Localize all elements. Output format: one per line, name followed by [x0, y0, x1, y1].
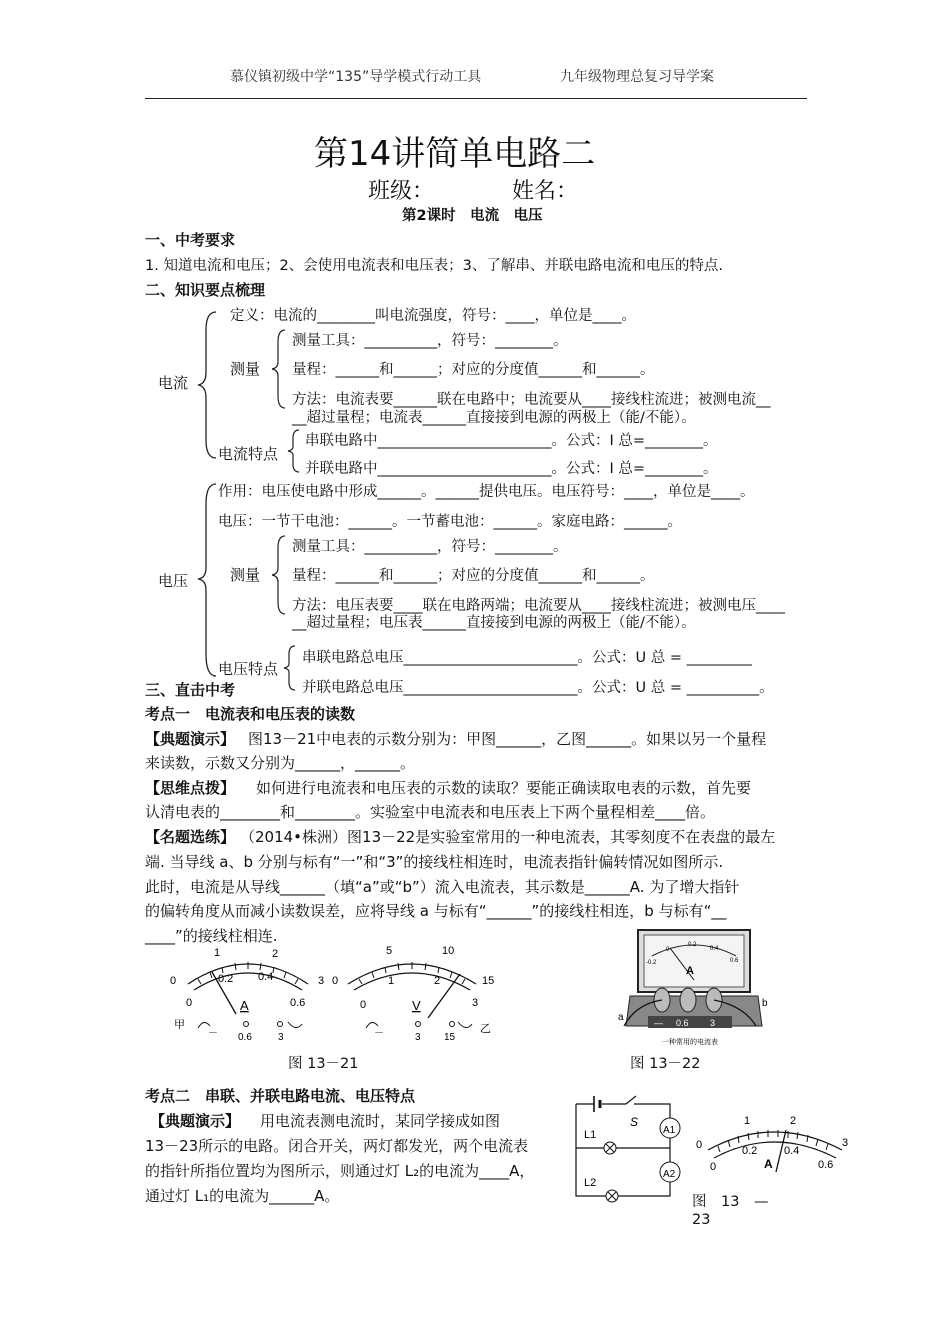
kp2-demo-line-3: 的指针所指位置均为图所示，则通过灯 L₂的电流为____A， — [145, 1162, 535, 1180]
current-method-1: 方法：电流表要______联在电路中；电流要从____接线柱流进；被测电流__ — [292, 392, 771, 408]
ammeter-term-3: 3 — [278, 1032, 284, 1042]
voltmeter-top-5: 5 — [386, 945, 393, 957]
ammeter-scale-arc-inner — [194, 973, 302, 990]
voltmeter-term-minus: － — [374, 1028, 384, 1039]
kp1-select-line-5: ____”的接线柱相连. — [145, 927, 278, 945]
current-label: 电流 — [158, 374, 189, 392]
ammeter-photo-panel-minus: — — [654, 1018, 663, 1028]
voltmeter-terminal-3 — [416, 1022, 421, 1027]
ammeter-photo-label-a: a — [618, 1012, 624, 1023]
meter-bottom-04: 0.4 — [784, 1145, 800, 1157]
class-label: 班级： — [368, 179, 435, 204]
voltage-brace — [196, 482, 220, 678]
section-heading-1: 一、中考要求 — [145, 231, 236, 249]
voltmeter-bottom-2: 2 — [434, 975, 441, 987]
ammeter-tag: 甲 — [174, 1019, 185, 1031]
ammeter-photo-scale-2: 0.2 — [688, 942, 697, 948]
ammeter-wire-right — [288, 1022, 302, 1028]
figure-13-23-meter — [694, 1110, 854, 1174]
ammeter-top-1: 1 — [214, 947, 221, 959]
meter-top-2: 2 — [790, 1115, 797, 1127]
ammeter-top-0: 0 — [170, 975, 177, 987]
current-range: 量程：______和______；对应的分度值______和______。 — [292, 362, 655, 378]
voltage-range: 量程：______和______；对应的分度值______和______。 — [292, 568, 655, 584]
voltmeter-letter: V — [412, 998, 421, 1013]
switch-label: S — [630, 1115, 639, 1129]
section-heading-3: 三、直击中考 — [145, 681, 236, 699]
lamp-l2-label: L2 — [584, 1177, 597, 1189]
current-series: 串联电路中________________________。公式：I 总=________。 — [305, 433, 718, 449]
meter-top-1: 1 — [744, 1115, 751, 1127]
figure-13-21 — [160, 942, 500, 1042]
meter-zero-top: 0 — [696, 1139, 703, 1151]
kp1-select-line-4: 的偏转角度从而减小读数误差，应将导线 a 与标有“______”的接线柱相连，b 与标有“__ — [145, 902, 727, 920]
voltmeter-term-15: 15 — [444, 1032, 456, 1042]
kp2-demo-line-4: 通过灯 L₁的电流为______A。 — [145, 1187, 340, 1205]
voltmeter-bottom-1: 1 — [388, 975, 395, 987]
meter-arc-inner — [714, 1142, 836, 1158]
ammeter-top-2: 2 — [272, 948, 279, 960]
voltmeter-wire-right — [458, 1022, 472, 1028]
voltage-measure-brace — [270, 534, 288, 616]
ammeter-photo-scale-3: 0.4 — [710, 946, 719, 952]
kp1-select-tag: 【名题选练】 — [145, 828, 236, 846]
kp1-demo-line-2: 来读数，示数又分别为______，______。 — [145, 754, 416, 772]
current-brace — [196, 310, 220, 460]
ammeter-term-06: 0.6 — [238, 1032, 252, 1042]
meter-letter: A — [764, 1157, 773, 1171]
lesson-title: 第2课时 电流 电压 — [402, 208, 543, 224]
voltmeter-scale-arc-inner — [354, 973, 470, 990]
voltmeter-top-0: 0 — [332, 975, 339, 987]
current-feature-brace — [286, 428, 302, 474]
figure-13-22 — [616, 926, 772, 1052]
header-right: 九年级物理总复习导学案 — [560, 69, 714, 85]
voltage-tool: 测量工具：__________，符号：________。 — [292, 539, 568, 555]
page-title: 第14讲简单电路二 — [314, 134, 596, 174]
kp1-select-line-3: 此时，电流是从导线______（填“a”或“b”）流入电流表，其示数是______A. 为了增大指针 — [145, 878, 740, 896]
ammeter-a1-label: A1 — [663, 1125, 676, 1136]
ammeter-a2-label: A2 — [663, 1169, 676, 1180]
voltage-method-1: 方法：电压表要____联在电路两端；电流要从____接线柱流进；被测电压____ — [292, 598, 785, 614]
ammeter-terminal-3 — [278, 1022, 283, 1027]
lamp-l1-label: L1 — [584, 1129, 597, 1141]
voltmeter-terminal-15 — [450, 1022, 455, 1027]
current-measure-label: 测量 — [230, 360, 261, 378]
ammeter-letter: A — [240, 998, 249, 1013]
figure-13-23-circuit — [566, 1092, 696, 1212]
kp1-think-line-1: 如何进行电流表和电压表的示数的读取？要能正确读取电表的示数，首先要 — [256, 779, 752, 797]
kp1-think-tag: 【思维点拨】 — [145, 779, 236, 797]
ammeter-photo-scale-0: -0.2 — [646, 960, 657, 966]
kp1-demo-line-1: 图13－21中电表的示数分别为：甲图______，乙图______。如果以另一个量程 — [248, 730, 767, 748]
ammeter-top-3: 3 — [318, 975, 325, 987]
header-left: 慕仪镇初级中学“135”导学模式行动工具 — [230, 69, 482, 85]
voltage-values: 电压：一节干电池：______。一节蓄电池：______。家庭电路：______。 — [218, 514, 682, 530]
voltage-effect: 作用：电压使电路中形成______。______提供电压。电压符号：____，单位是____。 — [218, 484, 755, 500]
voltmeter-tag: 乙 — [480, 1023, 491, 1035]
kp2-demo-line-1: 用电流表测电流时，某同学接成如图 — [260, 1112, 501, 1130]
ammeter-bottom-3: 0.6 — [290, 997, 306, 1009]
voltage-measure-label: 测量 — [230, 566, 261, 584]
meter-bottom-0: 0 — [710, 1161, 717, 1173]
voltmeter-needle — [428, 974, 460, 1018]
voltage-feature-brace — [282, 644, 298, 692]
ammeter-photo-knob-2 — [680, 988, 696, 1012]
current-method-2: __超过量程；电流表______直接接到电源的两极上（能/不能）。 — [292, 410, 696, 426]
kp1-title: 考点一 电流表和电压表的读数 — [145, 705, 356, 723]
figure-13-22-caption: 图 13－22 — [630, 1056, 701, 1072]
voltmeter-bottom-0: 0 — [360, 999, 367, 1011]
kp1-select-line-1: （2014•株洲）图13－22是实验室常用的一种电流表，其零刻度不在表盘的最左 — [240, 828, 776, 846]
kp2-demo-line-2: 13－23所示的电路。闭合开关，两灯都发光，两个电流表 — [145, 1137, 529, 1155]
voltage-label: 电压 — [158, 572, 189, 590]
meter-bottom-02: 0.2 — [742, 1145, 758, 1157]
requirement-text: 1. 知道电流和电压；2、会使用电流表和电压表；3、了解串、并联电路电流和电压的特点. — [145, 258, 723, 274]
ammeter-bottom-0: 0 — [186, 997, 193, 1009]
ammeter-photo-scale-4: 0.6 — [730, 958, 739, 964]
voltage-method-2: __超过量程；电压表______直接接到电源的两极上（能/不能）。 — [292, 615, 696, 631]
meter-bottom-06: 0.6 — [818, 1159, 834, 1171]
section-heading-2: 二、知识要点梳理 — [145, 281, 266, 299]
voltmeter-bottom-3: 3 — [472, 997, 479, 1009]
voltmeter-top-10: 10 — [442, 945, 455, 957]
ammeter-photo-scale-1: 0 — [666, 947, 670, 953]
voltmeter-top-15: 15 — [482, 975, 495, 987]
ammeter-photo-panel-3: 3 — [710, 1018, 716, 1028]
voltage-feature-label: 电压特点 — [218, 660, 279, 678]
voltage-parallel: 并联电路总电压________________________。公式：U 总 = __________。 — [302, 680, 774, 696]
ammeter-terminal-06 — [244, 1022, 249, 1027]
kp2-title: 考点二 串联、并联电路电流、电压特点 — [145, 1087, 416, 1105]
meter-top-3: 3 — [842, 1137, 849, 1149]
ammeter-photo-letter: A — [686, 965, 694, 977]
kp1-demo-tag: 【典题演示】 — [145, 730, 236, 748]
switch-lever — [626, 1096, 636, 1104]
kp1-select-line-2: 端. 当导线 a、b 分别与标有“一”和“3”的接线柱相连时，电流表指针偏转情况如图所示. — [145, 853, 724, 871]
figure-13-23-caption-1: 图 13 — — [692, 1194, 769, 1210]
current-tool: 测量工具：__________，符号：________。 — [292, 333, 568, 349]
current-measure-brace — [270, 328, 288, 410]
current-feature-label: 电流特点 — [218, 445, 279, 463]
name-label: 姓名： — [512, 179, 579, 204]
kp1-think-line-2: 认清电表的________和________。实验室中电流表和电压表上下两个量程相差____倍。 — [145, 803, 716, 821]
figure-13-23-caption-2: 23 — [692, 1212, 711, 1228]
ammeter-photo-label-b: b — [762, 998, 768, 1009]
ammeter-term-minus: － — [208, 1028, 218, 1039]
voltage-series: 串联电路总电压________________________。公式：U 总 = _________ — [302, 650, 752, 666]
current-parallel: 并联电路中________________________。公式：I 总=________。 — [305, 461, 718, 477]
ammeter-photo-caption: 一种常用的电流表 — [662, 1039, 718, 1046]
current-definition: 定义：电流的________叫电流强度，符号：____，单位是____。 — [230, 308, 636, 324]
voltmeter-term-3: 3 — [415, 1032, 421, 1042]
kp2-demo-tag: 【典题演示】 — [150, 1112, 241, 1130]
header-rule — [145, 98, 807, 99]
ammeter-photo-panel-06: 0.6 — [676, 1018, 689, 1028]
ammeter-bottom-1: 0.2 — [218, 973, 234, 985]
figure-13-21-caption: 图 13－21 — [288, 1056, 359, 1072]
ammeter-bottom-2: 0.4 — [258, 971, 274, 983]
